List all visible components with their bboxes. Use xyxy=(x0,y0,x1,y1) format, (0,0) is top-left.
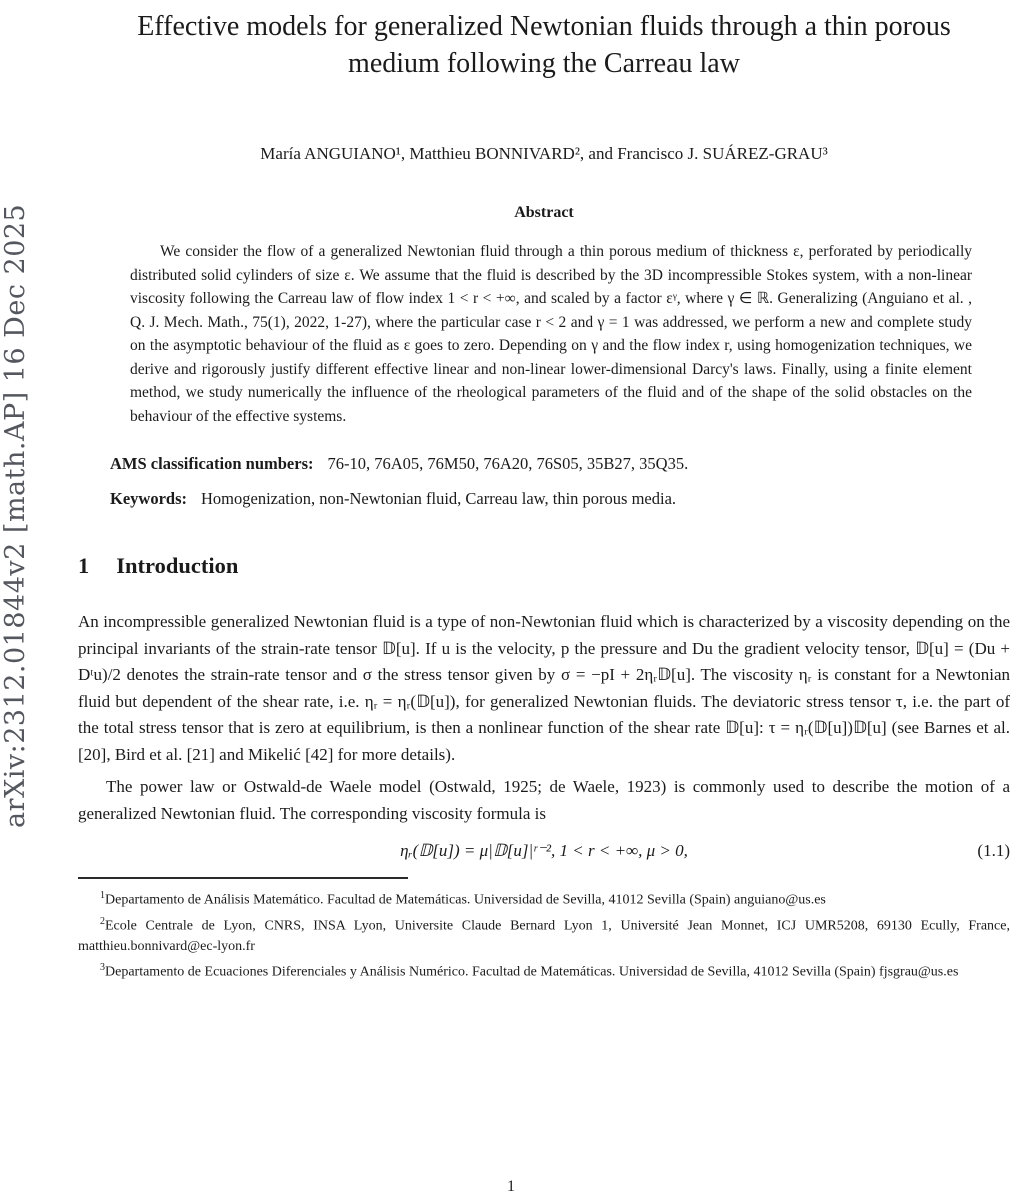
ams-label: AMS classification numbers: xyxy=(110,454,314,473)
keywords-label: Keywords: xyxy=(110,489,187,508)
footnote-marker: 2 xyxy=(100,915,105,927)
footnote-marker: 3 xyxy=(100,962,105,974)
footnote-marker: 1 xyxy=(100,890,105,901)
equation-1-1 xyxy=(78,841,1010,861)
equation-body: ηᵣ(𝔻[u]) = μ|𝔻[u]|ʳ⁻², 1 < r < +∞, μ > 0, xyxy=(400,841,688,860)
footnote-text: Ecole Centrale de Lyon, CNRS, INSA Lyon, Universite Claude Bernard Lyon 1, Université Jean Monnet, ICJ UMR5208, 69130 Ecully, France, matthieu.bonnivard@ec-lyon.fr xyxy=(78,918,1010,955)
ams-line xyxy=(110,454,1010,474)
footnote-block xyxy=(78,877,1010,983)
keywords-line xyxy=(110,489,1010,509)
footnote-affiliation xyxy=(78,911,1010,958)
ams-value: 76-10, 76A05, 76M50, 76A20, 76S05, 35B27, 35Q35. xyxy=(327,454,689,473)
page-number: 1 xyxy=(507,1178,515,1195)
abstract-text: We consider the flow of a generalized Newtonian fluid through a thin porous medium of thickness ε, perforated by periodically distributed solid cylinders of size ε. We assume that the fluid is described by the 3D incompressible Stokes system, with a non-linear viscosity following the Carreau law of flow index 1 < r < +∞, and scaled by a factor εᵞ, where γ ∈ ℝ. Generalizing (Anguiano et al. , Q. J. Mech. Math., 75(1), 2022, 1-27), where the particular case r < 2 and γ = 1 was addressed, we perform a new and complete study on the asymptotic behaviour of the fluid as ε goes to zero. Depending on γ and the flow index r, using homogenization techniques, we derive and rigorously justify different effective linear and non-linear lower-dimensional Darcy's laws. Finally, using a finite element method, we study numerically the influence of the rheological parameters of the fluid and of the shape of the solid obstacles on the behaviour of the effective systems. xyxy=(130,243,972,425)
body-paragraph: An incompressible generalized Newtonian fluid is a type of non-Newtonian fluid which is characterized by a viscosity depending on the principal invariants of the strain-rate tensor 𝔻[u]. If u is the velocity, p the pressure and Du the gradient velocity tensor, 𝔻[u] = (Du + Dᵗu)/2 denotes the strain-rate tensor and σ the stress tensor given by σ = −pI + 2ηᵣ𝔻[u]. The viscosity ηᵣ is constant for a Newtonian fluid but dependent of the shear rate, i.e. ηᵣ = ηᵣ(𝔻[u]), for generalized Newtonian fluids. The deviatoric stress tensor τ, i.e. the part of the total stress tensor that is zero at equilibrium, is then a nonlinear function of the shear rate 𝔻[u]: τ = ηᵣ(𝔻[u])𝔻[u] (see Barnes et al. [20], Bird et al. [21] and Mikelić [42] for more details). xyxy=(78,612,1010,764)
section-number: 1 xyxy=(78,553,90,578)
section-heading-introduction xyxy=(78,553,1010,579)
section-title: Introduction xyxy=(116,553,239,578)
footnote-divider xyxy=(78,877,408,879)
abstract-heading: Abstract xyxy=(514,204,574,221)
paper-title: Effective models for generalized Newtonian fluids through a thin porous medium following the Carreau law xyxy=(137,11,951,79)
footnote-text: Departamento de Ecuaciones Diferenciales y Análisis Numérico. Facultad de Matemáticas. Universidad de Sevilla, 41012 Sevilla (Spain) fjsgrau@us.es xyxy=(105,964,959,980)
footnote-affiliation xyxy=(78,957,1010,983)
equation-number: (1.1) xyxy=(977,841,1010,860)
footnote-affiliation xyxy=(78,885,1010,911)
arxiv-watermark: arXiv:2312.01844v2 [math.AP] 16 Dec 2025 xyxy=(0,203,31,829)
keywords-value: Homogenization, non-Newtonian fluid, Carreau law, thin porous media. xyxy=(201,489,677,508)
footnote-text: Departamento de Análisis Matemático. Facultad de Matemáticas. Universidad de Sevilla, 41012 Sevilla (Spain) anguiano@us.es xyxy=(105,892,826,908)
authors-line: María ANGUIANO¹, Matthieu BONNIVARD², and Francisco J. SUÁREZ-GRAU³ xyxy=(260,144,828,163)
body-paragraph: The power law or Ostwald-de Waele model (Ostwald, 1925; de Waele, 1923) is commonly used to describe the motion of a generalized Newtonian fluid. The corresponding viscosity formula is xyxy=(78,777,1010,823)
